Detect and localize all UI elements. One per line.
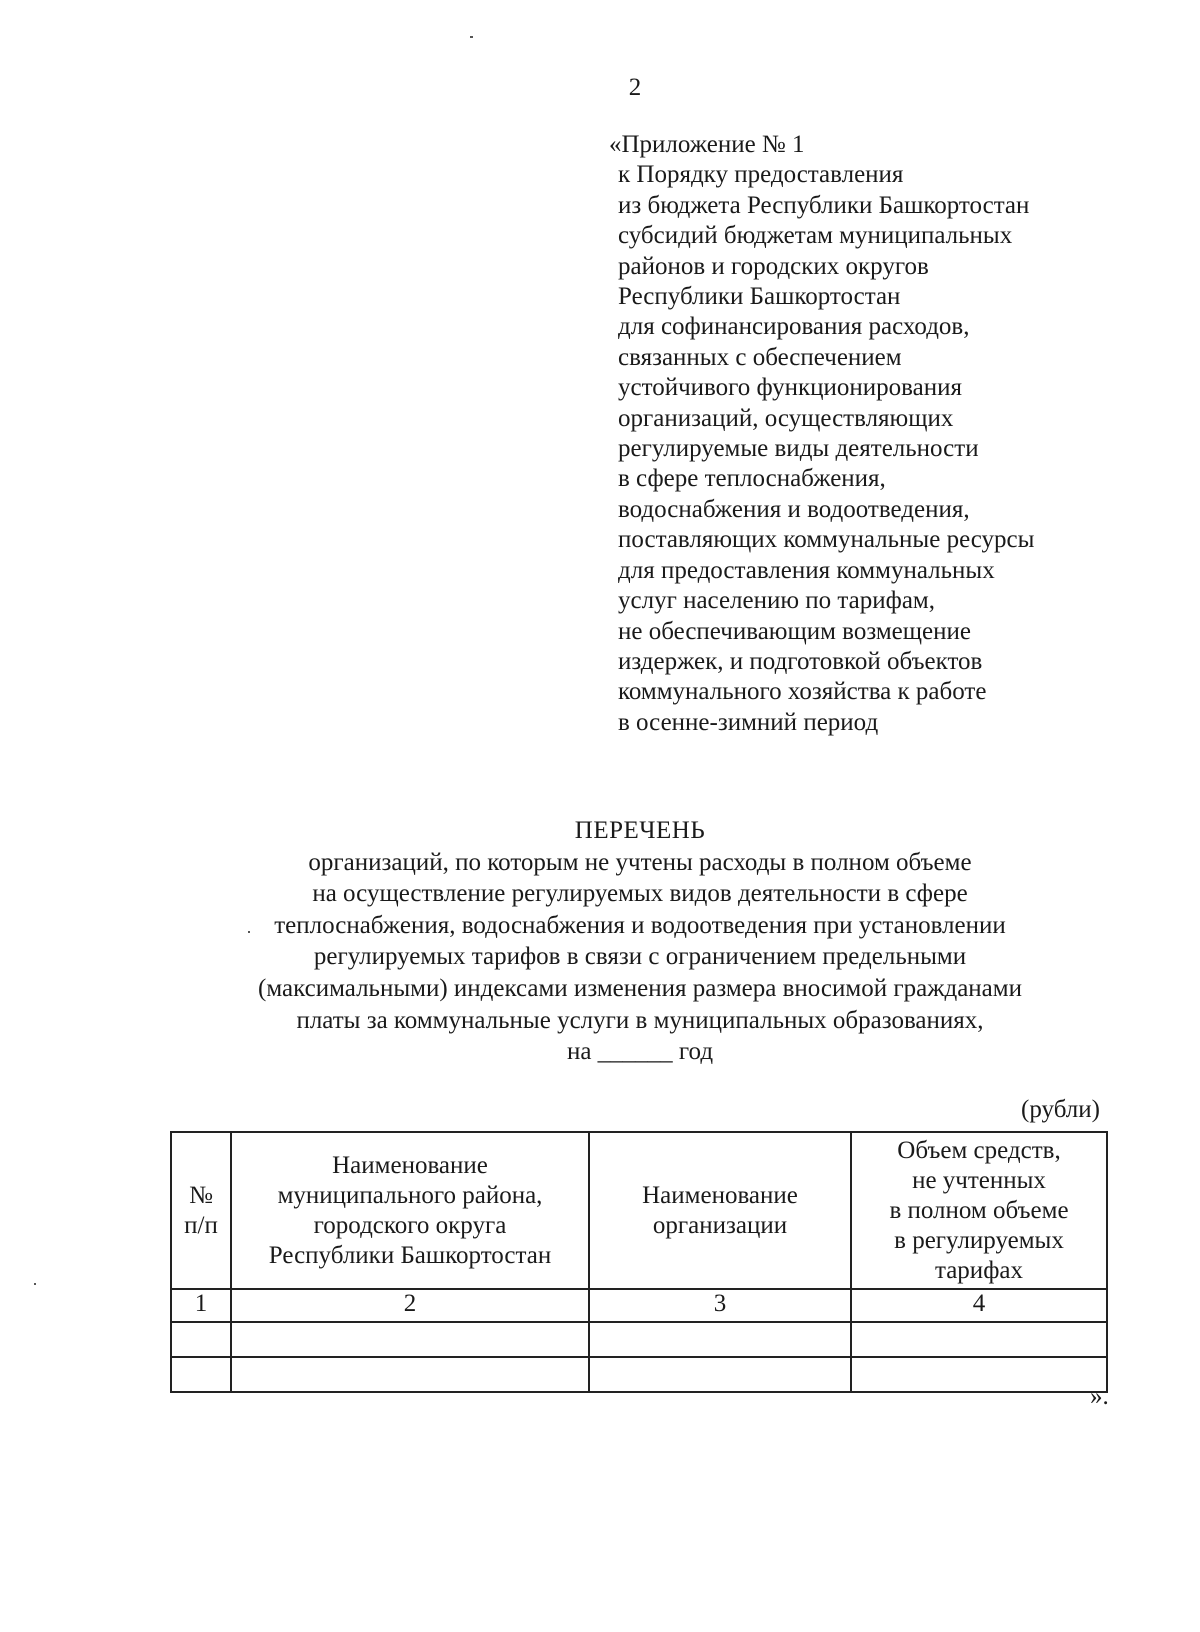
- title-line: (максимальными) индексами изменения размера вносимой гражданами: [258, 974, 1022, 1002]
- title-line: на осуществление регулируемых видов деятельности в сфере: [312, 880, 968, 908]
- appendix-line: Республики Башкортостан: [618, 283, 901, 311]
- appendix-line: связанных с обеспечением: [618, 343, 902, 371]
- appendix-line: услуг населению по тарифам,: [618, 587, 936, 615]
- header-cell-organization: Наименование организации: [589, 1132, 851, 1289]
- title-line: теплоснабжения, водоснабжения и водоотведения при установлении: [274, 911, 1006, 939]
- appendix-line: «Приложение № 1: [609, 131, 805, 158]
- table-cell: [171, 1322, 231, 1357]
- closing-quote: ».: [1090, 1383, 1109, 1410]
- column-number-row: [171, 1289, 1107, 1322]
- table-cell: [171, 1357, 231, 1392]
- document-title-block: [150, 815, 1130, 1068]
- appendix-line: из бюджета Республики Башкортостан: [618, 191, 1030, 219]
- title-line: организаций, по которым не учтены расходы в полном объеме: [308, 848, 972, 876]
- column-number: 3: [589, 1289, 851, 1322]
- table-cell: [589, 1322, 851, 1357]
- appendix-line: в сфере теплоснабжения,: [618, 465, 886, 493]
- title-line: регулируемых тарифов в связи с ограничением предельными: [313, 943, 967, 971]
- column-number: 1: [171, 1289, 231, 1322]
- table-cell: [851, 1322, 1107, 1357]
- appendix-heading: [609, 130, 1035, 738]
- table-header-row: [171, 1132, 1107, 1289]
- appendix-line: организаций, осуществляющих: [618, 404, 954, 432]
- table-row: [171, 1322, 1107, 1357]
- title-line: на ______ год: [566, 1038, 714, 1066]
- appendix-line: субсидий бюджетам муниципальных: [618, 222, 1013, 250]
- column-number: 4: [851, 1289, 1107, 1322]
- appendix-line: поставляющих коммунальные ресурсы: [618, 526, 1035, 554]
- table-row: [171, 1357, 1107, 1392]
- appendix-line: водоснабжения и водоотведения,: [618, 495, 970, 523]
- appendix-line: регулируемые виды деятельности: [618, 435, 979, 463]
- appendix-line: издержек, и подготовкой объектов: [618, 647, 983, 675]
- column-number: 2: [231, 1289, 589, 1322]
- table-cell: [589, 1357, 851, 1392]
- appendix-line: коммунального хозяйства к работе: [618, 678, 987, 706]
- table-cell: [231, 1357, 589, 1392]
- title-line: платы за коммунальные услуги в муниципальных образованиях,: [296, 1006, 984, 1034]
- organizations-table: [170, 1131, 1108, 1393]
- appendix-line: к Порядку предоставления: [618, 161, 904, 189]
- appendix-line: не обеспечивающим возмещение: [618, 617, 971, 645]
- table-cell: [231, 1322, 589, 1357]
- appendix-line: для предоставления коммунальных: [618, 556, 995, 584]
- units-label: (рубли): [1021, 1096, 1100, 1123]
- appendix-line: для софинансирования расходов,: [618, 313, 970, 341]
- appendix-line: в осенне-зимний период: [618, 708, 879, 736]
- header-cell-amount: Объем средств, не учтенных в полном объеме в регулируемых тарифах: [851, 1132, 1107, 1289]
- page-number: 2: [628, 74, 642, 101]
- table-cell: [851, 1357, 1107, 1392]
- document-title: ПЕРЕЧЕНЬ: [574, 817, 706, 844]
- header-cell-number: № п/п: [171, 1132, 231, 1289]
- header-cell-district: Наименование муниципального района, городского округа Республики Башкортостан: [231, 1132, 589, 1289]
- appendix-line: устойчивого функционирования: [618, 374, 962, 402]
- appendix-line: районов и городских округов: [618, 252, 929, 280]
